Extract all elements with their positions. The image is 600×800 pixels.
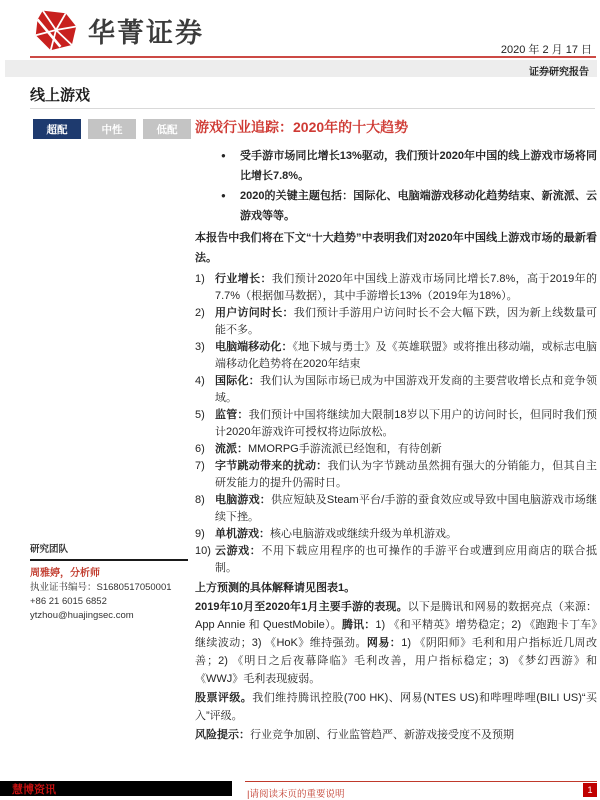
watermark-bar bbox=[0, 781, 232, 796]
trend-item bbox=[195, 526, 597, 543]
trend-text bbox=[215, 441, 597, 458]
performance-paragraph bbox=[195, 598, 597, 688]
trend-item bbox=[195, 492, 597, 526]
trend-number: 1) bbox=[195, 273, 205, 285]
rating-overweight-tag[interactable]: 超配 bbox=[33, 119, 81, 139]
article-title: 游戏行业追踪：2020年的十大趋势 bbox=[195, 119, 409, 135]
trend-text bbox=[215, 271, 597, 305]
report-date: 2020 年 2 月 17 日 bbox=[500, 44, 592, 56]
stock-rating-lead: 股票评级。 bbox=[195, 692, 253, 704]
trend-body: 我们预计手游用户访问时长不会大幅下跌，因为新上线数量可能不多。 bbox=[215, 307, 598, 336]
trend-item bbox=[195, 305, 597, 339]
trend-text bbox=[215, 373, 597, 407]
analyst-email[interactable]: ytzhou@huajingsec.com bbox=[30, 610, 134, 621]
page-title: 线上游戏 bbox=[30, 87, 91, 104]
trend-lead: 流派： bbox=[215, 443, 248, 455]
trend-body: 《地下城与勇士》及《英雄联盟》或将推出移动端，或标志电脑端移动化趋势将在2020年结束 bbox=[215, 341, 597, 370]
trend-number: 8) bbox=[195, 494, 205, 506]
trend-item bbox=[195, 271, 597, 305]
brand-name: 华菁证券 bbox=[88, 17, 204, 48]
risk-paragraph bbox=[195, 726, 597, 744]
analyst-phone[interactable]: +86 21 6015 6852 bbox=[30, 596, 107, 607]
trend-body: 供应短缺及Steam平台/手游的蚕食效应或导致中国电脑游戏市场继续下挫。 bbox=[215, 494, 597, 523]
trend-lead: 用户访问时长： bbox=[215, 307, 294, 319]
trend-text bbox=[215, 492, 597, 526]
trend-lead: 电脑游戏： bbox=[215, 494, 271, 506]
trend-list bbox=[195, 271, 597, 577]
trend-number: 2) bbox=[195, 307, 205, 319]
summary-bullet bbox=[195, 146, 597, 186]
rating-underweight-tag[interactable]: 低配 bbox=[143, 119, 191, 139]
trend-text bbox=[215, 305, 597, 339]
trend-item bbox=[195, 407, 597, 441]
trend-lead: 单机游戏： bbox=[215, 528, 270, 540]
trend-lead: 电脑端移动化： bbox=[215, 341, 293, 353]
bullet-dot-icon: ● bbox=[221, 191, 226, 200]
tencent-highlights: 1) 《和平精英》增势稳定；2) 《跑跑卡丁车》继续波动；3) 《HoK》维持强劲。 bbox=[195, 619, 597, 649]
trend-item bbox=[195, 441, 597, 458]
trend-number: 10) bbox=[195, 545, 211, 557]
trend-body: MMORPG手游流派已经饱和，有待创新 bbox=[248, 443, 442, 455]
performance-source: 以下是腾讯和网易的数据亮点（来源： App Annie 和 QuestMobile）。 bbox=[195, 601, 597, 631]
stock-rating-text: 我们维持腾讯控股(700 HK)、网易(NTES US)和哔哩哔哩(BILI US)“买入”评级。 bbox=[195, 692, 597, 722]
trend-number: 6) bbox=[195, 443, 205, 455]
footer-red-divider bbox=[245, 781, 597, 782]
trend-text bbox=[215, 458, 597, 492]
trend-item bbox=[195, 543, 597, 577]
trend-lead: 国际化： bbox=[215, 375, 260, 387]
risk-lead: 风险提示： bbox=[195, 729, 250, 741]
trend-number: 4) bbox=[195, 375, 205, 387]
report-type-band bbox=[5, 60, 597, 77]
rating-neutral-tag[interactable]: 中性 bbox=[88, 119, 136, 139]
netease-highlights: 1) 《阴阳师》毛利和用户指标近几周改善；2) 《明日之后夜幕降临》毛利改善，用户指标稳定；3) 《梦幻西游》和《WWJ》毛利表现疲弱。 bbox=[195, 637, 597, 685]
bullet-dot-icon: ● bbox=[221, 151, 226, 160]
analyst-license: 执业证书编号：S1680517050001 bbox=[30, 582, 172, 593]
title-divider bbox=[30, 108, 595, 109]
trend-body: 我们预计中国将继续加大限制18岁以下用户的访问时长，但同时我们预计2020年游戏许可授权将边际放松。 bbox=[215, 409, 598, 438]
watermark-text: 慧博资讯 bbox=[12, 783, 56, 796]
trend-number: 7) bbox=[195, 460, 205, 472]
trend-item bbox=[195, 339, 597, 373]
brand-pinwheel-icon bbox=[33, 8, 79, 52]
trend-body: 我们认为字节跳动虽然拥有强大的分销能力，但其自主研发能力的提升仍需时日。 bbox=[215, 460, 598, 489]
tencent-lead: 腾讯： bbox=[341, 619, 376, 631]
risk-text: 行业竞争加剧、行业监管趋严、新游戏接受度不及预期 bbox=[250, 729, 514, 741]
trend-item bbox=[195, 373, 597, 407]
summary-bullet-text: 2020的关键主题包括：国际化、电脑端游戏移动化趋势结束、新流派、云游戏等等。 bbox=[240, 190, 597, 222]
header-red-divider bbox=[30, 56, 596, 58]
trend-number: 3) bbox=[195, 341, 205, 353]
performance-lead: 2019年10月至2020年1月主要手游的表现。 bbox=[195, 601, 408, 613]
trend-lead: 监管： bbox=[215, 409, 249, 421]
research-team-rule bbox=[30, 559, 188, 561]
footer-disclaimer: |请阅读末页的重要说明 bbox=[247, 789, 345, 800]
chart-reference-note: 上方预测的具体解释请见图表1。 bbox=[195, 582, 356, 594]
trend-text bbox=[215, 543, 597, 577]
summary-bullet-text: 受手游市场同比增长13%驱动，我们预计2020年中国的线上游戏市场将同比增长7.8%。 bbox=[240, 150, 597, 182]
trend-number: 9) bbox=[195, 528, 205, 540]
trend-item bbox=[195, 458, 597, 492]
trend-text bbox=[215, 407, 597, 441]
research-team-block bbox=[30, 541, 188, 623]
report-type-label: 证券研究报告 bbox=[529, 67, 589, 78]
intro-paragraph: 本报告中我们将在下文“十大趋势”中表明我们对2020年中国线上游戏市场的最新看法。 bbox=[195, 232, 597, 264]
trend-body: 我们预计2020年中国线上游戏市场同比增长7.8%，高于2019年的7.7%（根据伽马数据），其中手游增长13%（2019年为18%）。 bbox=[215, 273, 598, 302]
trend-number: 5) bbox=[195, 409, 205, 421]
summary-bullet bbox=[195, 186, 597, 226]
trend-lead: 云游戏： bbox=[215, 545, 262, 557]
trend-body: 不用下载应用程序的也可操作的手游平台或遭到应用商店的联合抵制。 bbox=[215, 545, 597, 574]
trend-text bbox=[215, 526, 597, 543]
trend-text bbox=[215, 339, 597, 373]
brand-logo bbox=[33, 8, 204, 52]
netease-lead: 网易： bbox=[366, 637, 402, 649]
page-number-badge: 1 bbox=[583, 783, 597, 797]
article-body bbox=[195, 117, 597, 744]
stock-rating-paragraph bbox=[195, 689, 597, 725]
trend-lead: 行业增长： bbox=[215, 273, 272, 285]
research-team-label: 研究团队 bbox=[30, 544, 69, 555]
trend-body: 核心电脑游戏或继续升级为单机游戏。 bbox=[270, 528, 457, 540]
analyst-name: 周雅婷，分析师 bbox=[30, 568, 100, 579]
trend-body: 我们认为国际市场已成为中国游戏开发商的主要营收增长点和竞争领域。 bbox=[215, 375, 598, 404]
trend-lead: 字节跳动带来的扰动： bbox=[215, 460, 328, 472]
rating-tags bbox=[33, 119, 191, 139]
